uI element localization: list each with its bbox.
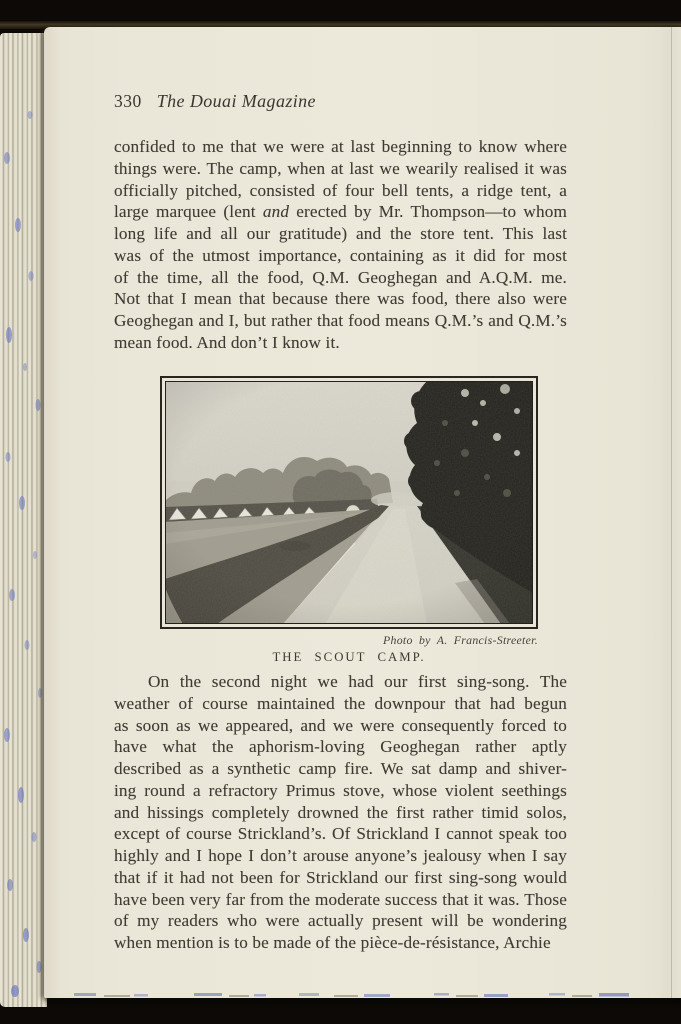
scout-camp-figure	[160, 376, 538, 665]
page-number: 330	[114, 91, 142, 111]
scout-camp-photo	[160, 376, 538, 629]
book-page	[44, 27, 681, 998]
magazine-title: The Douai Magazine	[156, 91, 316, 111]
bottom-edge-speckles	[44, 985, 681, 999]
paragraph-two: On the second night we had our first sing-song. The weather of course maintained the downpour that had begun as soon as we appeared, and we were consequently forced to have what the aphorism-loving Geoghegan rather aptly described as a synthetic camp fire. We sat damp and shiver- ing round a refractory Primus stove, whose violent seethings and hissings completely drowned the first rather timid solos, except of course Strickland’s. Of Strickland I cannot speak too highly and I hope I don’t arouse anyone’s jealousy when I say that if it had not been for Strickland our first sing-song would have been very far from the moderate success that it was. Those of my readers who were actually present will be wondering when mention is to be made of the pièce-de-résistance, Archie	[114, 672, 567, 952]
photo-credit: Photo by A. Francis-Streeter.	[383, 633, 538, 647]
page-edge-stack	[0, 33, 47, 1007]
paragraph-one: confided to me that we were at last beginning to know where things were. The camp, when at last we wearily realised it was officially pitched, consisted of four bell tents, a ridge tent, a large marquee (lent and erected by Mr. Thompson—to whom long life and all our gratitude) and the store tent. This last was of the utmost importance, containing as it did for most of the time, all the food, Q.M. Geoghegan and A.Q.M. me. Not that I mean that because there was food, there also were Geoghegan and I, but rather that food means Q.M.’s and Q.M.’s mean food. And don’t I know it.	[114, 137, 567, 352]
page-edge-speckles	[0, 33, 47, 1007]
photo-caption: THE SCOUT CAMP.	[272, 650, 426, 664]
page-right-crease	[671, 27, 672, 998]
canal-camp-illustration	[165, 381, 533, 624]
page-header	[114, 91, 567, 112]
